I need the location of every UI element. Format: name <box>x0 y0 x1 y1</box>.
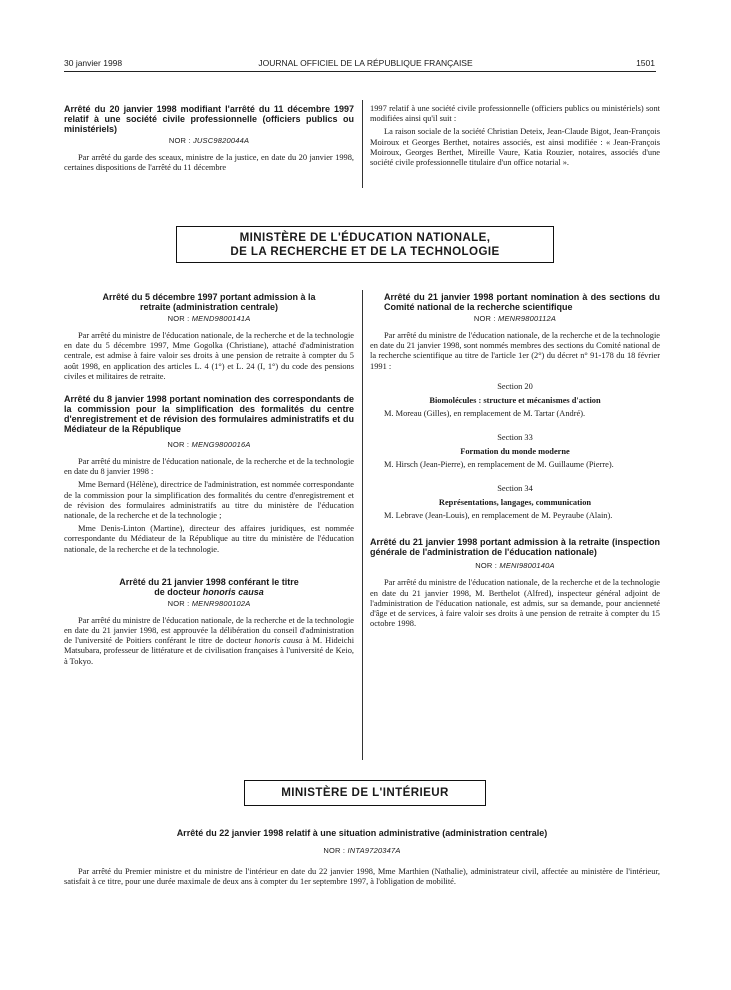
right-column <box>370 292 660 629</box>
article-body-paragraph: Par arrêté du ministre de l'éducation nationale, de la recherche et de la technologie en date du 21 janvier 1998, est approuvée la délibération du conseil d'administration de l'université de Poitiers conférant le titre de docteur honoris causa à M. Hideichi Matsubara, professeur de littérature et de civilisation françaises à l'université de Keio, à Tokyo. <box>64 615 355 666</box>
article-body-paragraph: Par arrêté du Premier ministre et du ministre de l'intérieur en date du 22 janvier 1998, Mme Marthien (Nathalie), administrateur civil, affectée au ministère de l'intérieur, satisfait à ce titre, pour une durée maximale de deux ans à compter du 1er septembre 1997, à l'obligation de mobilité. <box>64 867 660 887</box>
column-rule-middle <box>362 290 363 760</box>
article-body-paragraph: Par arrêté du ministre de l'éducation nationale, de la recherche et de la technologie en date du 21 janvier 1998, sont nommés membres des sections du Comité national de la recherche scientifique au titre de l'article 1er (2°) du décret n° 91-178 du 18 février 1991 : <box>370 331 660 371</box>
article-title: Arrêté du 20 janvier 1998 modifiant l'arrêté du 11 décembre 1997 relatif à une société civile professionnelle (officiers publics ou ministériels) <box>64 104 354 134</box>
nor-reference: NOR : MENI9800140A <box>475 561 555 571</box>
article-title: Arrêté du 22 janvier 1998 relatif à une situation administrative (administration centrale) <box>176 828 548 838</box>
header-date: 30 janvier 1998 <box>64 58 123 68</box>
article-body-paragraph: Par arrêté du ministre de l'éducation nationale, de la recherche et de la technologie en date du 5 décembre 1997, Mme Gogolka (Christiane), attaché d'administration centrale, est admise à faire valoir ses droits à une pension de retraite à compter du 5 août 1998, en application des articles L. 4 (1°) et L. 24 (I, 1°) du code des pensions civiles et militaires de retraite. <box>64 331 354 381</box>
nor-reference: NOR : MENR9800102A <box>167 598 251 608</box>
nor-reference: NOR : INTA9720347A <box>323 846 401 855</box>
section-label: Section 20 <box>497 381 533 391</box>
article-docteur-honoris-causa <box>64 577 354 667</box>
article-justice-right <box>370 104 660 168</box>
article-title: Arrêté du 5 décembre 1997 portant admission à la retraite (administration centrale) <box>102 292 316 312</box>
article-title: Arrêté du 21 janvier 1998 portant nomination à des sections du Comité national de la recherche scientifique <box>384 292 660 312</box>
section-text: M. Moreau (Gilles), en remplacement de M. Tartar (André). <box>384 408 586 418</box>
nor-reference: NOR : MENG9800016A <box>167 440 251 450</box>
article-nomination-correspondants <box>64 394 354 555</box>
article-justice-left <box>64 104 354 173</box>
section-label: Section 33 <box>497 433 533 443</box>
article-body-paragraph: Par arrêté du ministre de l'éducation nationale, de la recherche et de la technologie en date du 21 janvier 1998, M. Berthelot (Alfred), inspecteur général adjoint de l'administration de l'éducation nationale, est admis, sur sa demande, pour ancienneté d'âge et de services, à faire valoir ses droits à une pension de retraite à compter du 15 octobre 1998. <box>370 578 660 629</box>
section-text: M. Hirsch (Jean-Pierre), en remplacement de M. Guillaume (Pierre). <box>384 460 614 470</box>
title-line1: Arrêté du 21 janvier 1998 conférant le titre <box>119 576 299 587</box>
article-title: Arrêté du 21 janvier 1998 conférant le titre de docteur honoris causa <box>119 576 299 597</box>
article-body-part1: Par arrêté du garde des sceaux, ministre de la justice, en date du 20 janvier 1998, certaines dispositions de l'arrêté du 11 décembre <box>64 153 354 173</box>
ministry-heading-interieur <box>244 780 486 806</box>
article-justice-full-text <box>0 0 1 1</box>
article-body-part2: 1997 relatif à une société civile professionnelle (officiers publics ou ministériels) sont modifiées ainsi qu'il suit : <box>370 104 660 124</box>
article-body-paragraph: Par arrêté du ministre de l'éducation nationale, de la recherche et de la technologie en date du 8 janvier 1998 : <box>64 457 354 477</box>
article-retraite-inspection <box>370 537 660 629</box>
ministry-line1: MINISTÈRE DE L'INTÉRIEUR <box>281 786 449 799</box>
section-text: M. Lebrave (Jean-Louis), en remplacement de M. Peyraube (Alain). <box>384 511 613 521</box>
header-page-number: 1501 <box>636 58 655 68</box>
article-body-paragraph: Mme Denis-Linton (Martine), directeur des affaires juridiques, est nommée correspondante du Médiateur de la République au titre du ministère de l'éducation nationale, de la recherche et de la technologie. <box>64 524 354 554</box>
ministry-line2: DE LA RECHERCHE ET DE LA TECHNOLOGIE <box>230 244 500 258</box>
article-title: Arrêté du 8 janvier 1998 portant nomination des correspondants de la commission pour la simplification des formalités du centre d'enregistrement et de révision des formulaires administratifs et du Médiateur de la République <box>64 394 354 435</box>
section-block <box>370 382 660 419</box>
section-heading: Formation du monde moderne <box>460 447 570 457</box>
left-column <box>64 292 354 667</box>
ministry-line1: MINISTÈRE DE L'ÉDUCATION NATIONALE, <box>239 231 491 244</box>
article-body-paragraph: La raison sociale de la société Christian Deteix, Jean-Claude Bigot, Jean-François Moiroux et Georges Berthet, notaires associés, est ainsi modifiée : « Jean-François Moiroux, Georges Berthet, Mireille Vaure, Katia Rouzier, notaires, associés d'une société civile professionnelle titulaire d'un office notarial ». <box>370 127 660 168</box>
section-heading: Représentations, langages, communication <box>438 498 592 508</box>
section-label: Section 34 <box>497 484 533 494</box>
nor-reference: NOR : MEND9800141A <box>167 314 251 323</box>
article-retraite-admin-centrale <box>64 292 354 382</box>
article-comite-national-recherche <box>370 292 660 521</box>
section-block <box>370 433 660 470</box>
article-body-paragraph: Mme Bernard (Hélène), directrice de l'administration, est nommée correspondante de la commission pour la simplification des formalités du centre d'enregistrement et de révision des formulaires administratifs au titre du ministère de l'éducation nationale, de la recherche et de la technologie ; <box>64 480 354 521</box>
column-rule-top <box>362 100 363 188</box>
nor-reference: NOR : JUSC9820044A <box>168 136 250 145</box>
nor-reference: NOR : MENR9800112A <box>473 314 557 323</box>
ministry-heading-education <box>176 226 554 263</box>
title-italic-phrase: honoris causa <box>202 586 264 597</box>
section-block <box>370 484 660 521</box>
article-title: Arrêté du 21 janvier 1998 portant admission à la retraite (inspection générale de l'administration de l'éducation nationale) <box>370 537 660 558</box>
section-heading: Biomolécules : structure et mécanismes d'action <box>429 395 601 405</box>
header-rule <box>64 71 656 72</box>
article-situation-administrative <box>64 828 660 887</box>
header-journal-title: JOURNAL OFFICIEL DE LA RÉPUBLIQUE FRANÇAISE <box>258 58 473 68</box>
